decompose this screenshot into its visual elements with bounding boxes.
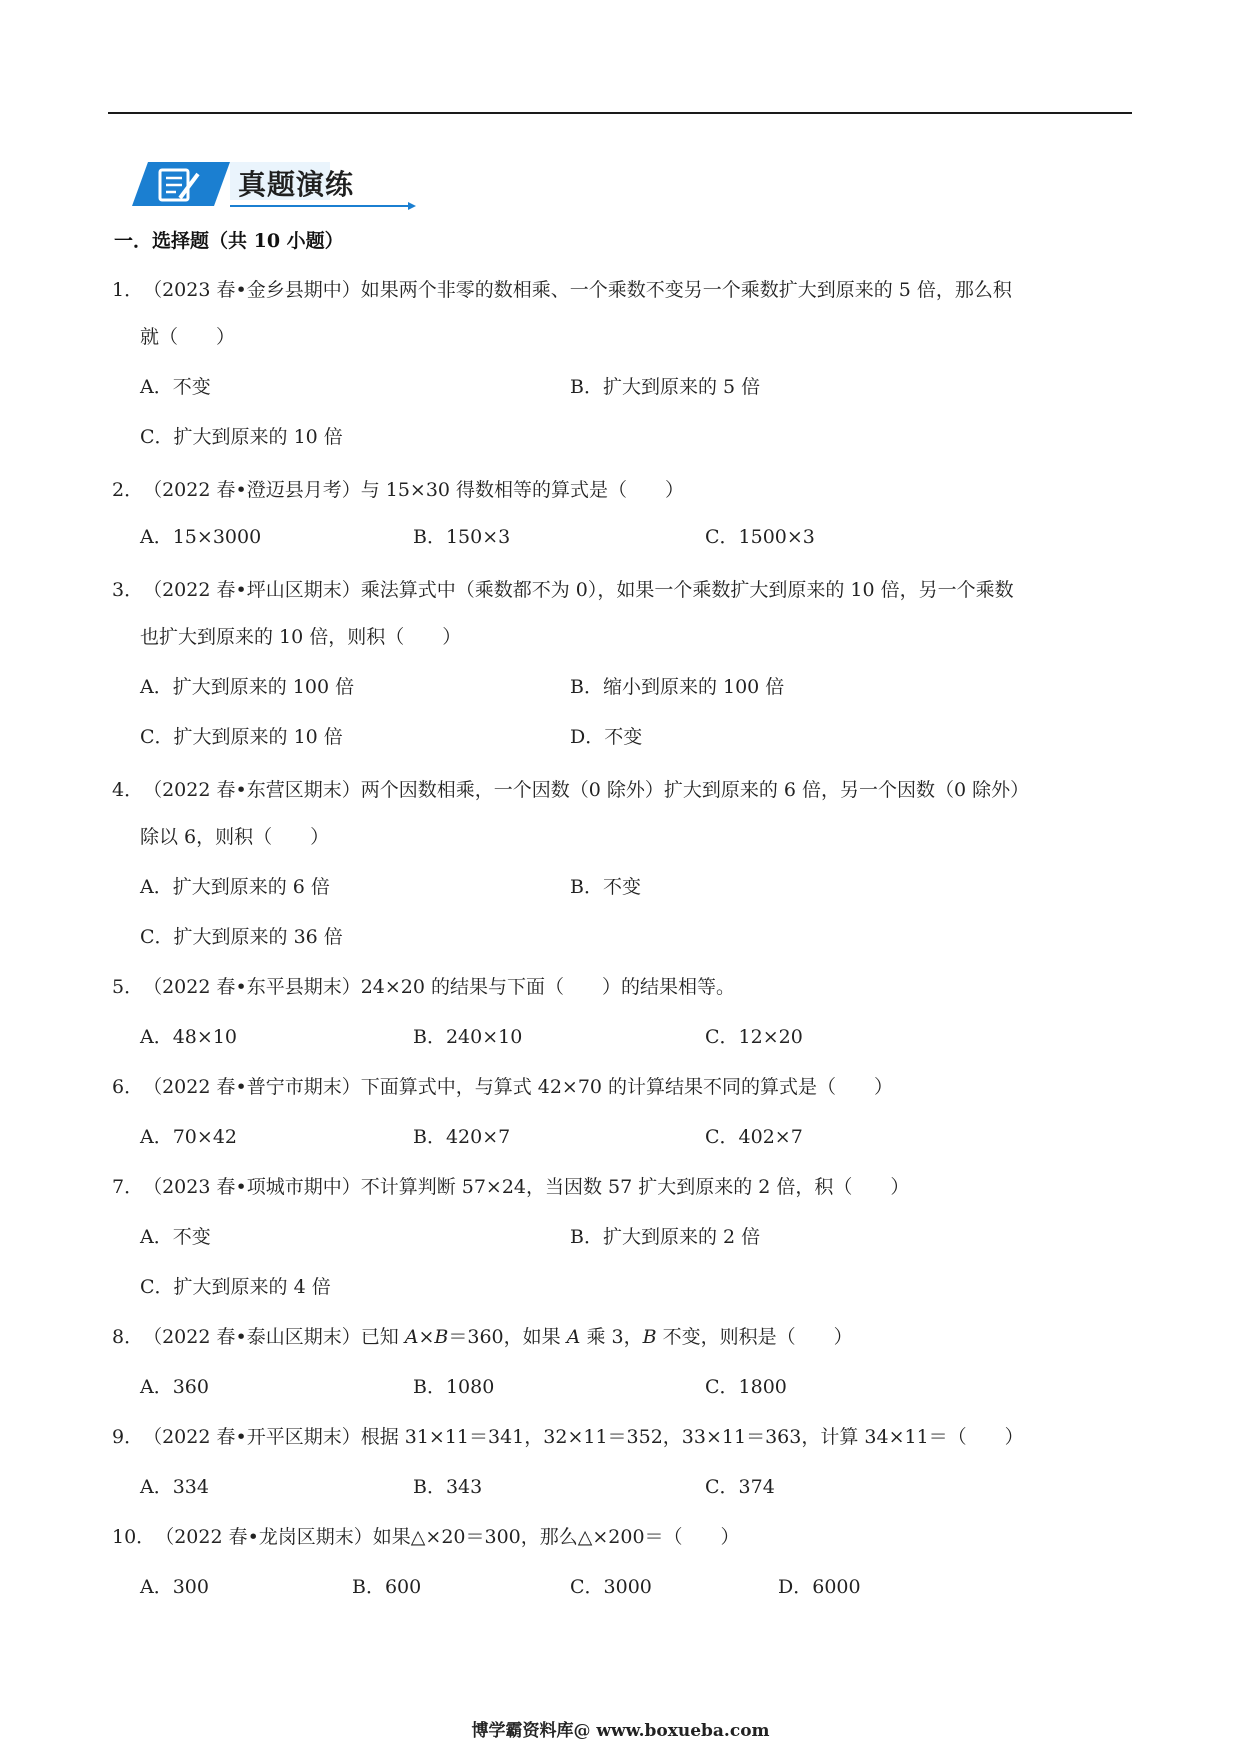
variable-b: B [642, 1326, 657, 1348]
variable-b: B [434, 1326, 449, 1348]
question-text-part: 乘 3， [580, 1326, 643, 1348]
question-number: 9． [112, 1426, 144, 1448]
question-text: （2022 春•开平区期末）根据 31×11＝341，32×11＝352，33×11＝363，计算 34×11＝（ ） [143, 1426, 1024, 1448]
question-text: （2022 春•东营区期末）两个因数相乘，一个因数（0 除外）扩大到原来的 6 倍，另一个因数（0 除外） [143, 779, 1030, 801]
question-text-part: × [418, 1326, 435, 1348]
question-5 [112, 962, 735, 1012]
question-6 [112, 1062, 893, 1112]
section-heading: 一．选择题（共 10 小题） [114, 230, 344, 252]
question-number: 8． [112, 1326, 144, 1348]
question-text: （2022 春•龙岗区期末）如果△×20＝300，那么△×200＝（ ） [155, 1526, 740, 1548]
question-number: 2． [112, 479, 144, 501]
question-text-part: 不变，则积是（ ） [656, 1326, 853, 1348]
option-c: C．扩大到原来的 10 倍 [140, 726, 343, 748]
option-a: A．70×42 [140, 1126, 237, 1148]
question-4 [112, 765, 1029, 815]
option-a: A．48×10 [140, 1026, 237, 1048]
question-1 [112, 265, 1012, 315]
variable-a: A [404, 1326, 419, 1348]
option-b: B．343 [413, 1476, 483, 1498]
question-text: （2022 春•坪山区期末）乘法算式中（乘数都不为 0），如果一个乘数扩大到原来的 10 倍，另一个乘数 [143, 579, 1014, 601]
header-rule [108, 112, 1132, 114]
question-number: 5． [112, 976, 144, 998]
option-b: B．不变 [570, 876, 641, 898]
question-number: 6． [112, 1076, 144, 1098]
option-a: A．15×3000 [140, 526, 262, 548]
option-b: B．150×3 [413, 526, 511, 548]
question-number: 4． [112, 779, 144, 801]
question-10 [112, 1512, 740, 1562]
option-c: C．扩大到原来的 4 倍 [140, 1276, 331, 1298]
option-c: C．1500×3 [705, 526, 815, 548]
option-a: A．334 [140, 1476, 209, 1498]
question-9 [112, 1412, 1024, 1462]
option-b: B．扩大到原来的 5 倍 [570, 376, 761, 398]
option-a: A．扩大到原来的 6 倍 [140, 876, 330, 898]
variable-a: A [566, 1326, 581, 1348]
option-a: A．不变 [140, 1226, 211, 1248]
question-text-part: （2022 春•泰山区期末）已知 [143, 1326, 405, 1348]
question-4-continued: 除以 6，则积（ ） [140, 826, 330, 848]
question-text-part: ＝360，如果 [448, 1326, 567, 1348]
option-b: B．1080 [413, 1376, 495, 1398]
question-text: （2023 春•金乡县期中）如果两个非零的数相乘、一个乘数不变另一个乘数扩大到原来的 5 倍，那么积 [143, 279, 1012, 301]
option-c: C．扩大到原来的 36 倍 [140, 926, 343, 948]
option-a: A．不变 [140, 376, 211, 398]
question-1-continued: 就（ ） [140, 326, 236, 348]
footer-watermark: 博学霸资料库@ www.boxueba.com [471, 1721, 770, 1741]
question-number: 10． [112, 1526, 156, 1548]
question-2 [112, 465, 684, 515]
option-d: D．不变 [570, 726, 643, 748]
option-b: B．420×7 [413, 1126, 511, 1148]
banner-title: 真题演练 [238, 168, 355, 201]
option-b: B．缩小到原来的 100 倍 [570, 676, 785, 698]
question-3 [112, 565, 1014, 615]
option-a: A．360 [140, 1376, 209, 1398]
question-number: 7． [112, 1176, 144, 1198]
option-a: A．扩大到原来的 100 倍 [140, 676, 355, 698]
option-c: C．扩大到原来的 10 倍 [140, 426, 343, 448]
option-c: C．12×20 [705, 1026, 803, 1048]
option-c: C．374 [705, 1476, 775, 1498]
option-a: A．300 [140, 1576, 209, 1598]
question-text: （2022 春•普宁市期末）下面算式中，与算式 42×70 的计算结果不同的算式是（ ） [143, 1076, 894, 1098]
option-c: C．3000 [570, 1576, 652, 1598]
question-3-continued: 也扩大到原来的 10 倍，则积（ ） [140, 626, 462, 648]
question-text: （2023 春•项城市期中）不计算判断 57×24，当因数 57 扩大到原来的 2 倍，积（ ） [143, 1176, 910, 1198]
question-8 [112, 1312, 853, 1362]
option-b: B．扩大到原来的 2 倍 [570, 1226, 761, 1248]
option-c: C．402×7 [705, 1126, 803, 1148]
question-number: 3． [112, 579, 144, 601]
question-text: （2022 春•澄迈县月考）与 15×30 得数相等的算式是（ ） [143, 479, 685, 501]
option-b: B．600 [352, 1576, 422, 1598]
question-text: （2022 春•东平县期末）24×20 的结果与下面（ ）的结果相等。 [143, 976, 736, 998]
section-banner [130, 156, 420, 212]
option-d: D．6000 [778, 1576, 861, 1598]
question-7 [112, 1162, 909, 1212]
option-b: B．240×10 [413, 1026, 523, 1048]
question-number: 1． [112, 279, 144, 301]
option-c: C．1800 [705, 1376, 787, 1398]
